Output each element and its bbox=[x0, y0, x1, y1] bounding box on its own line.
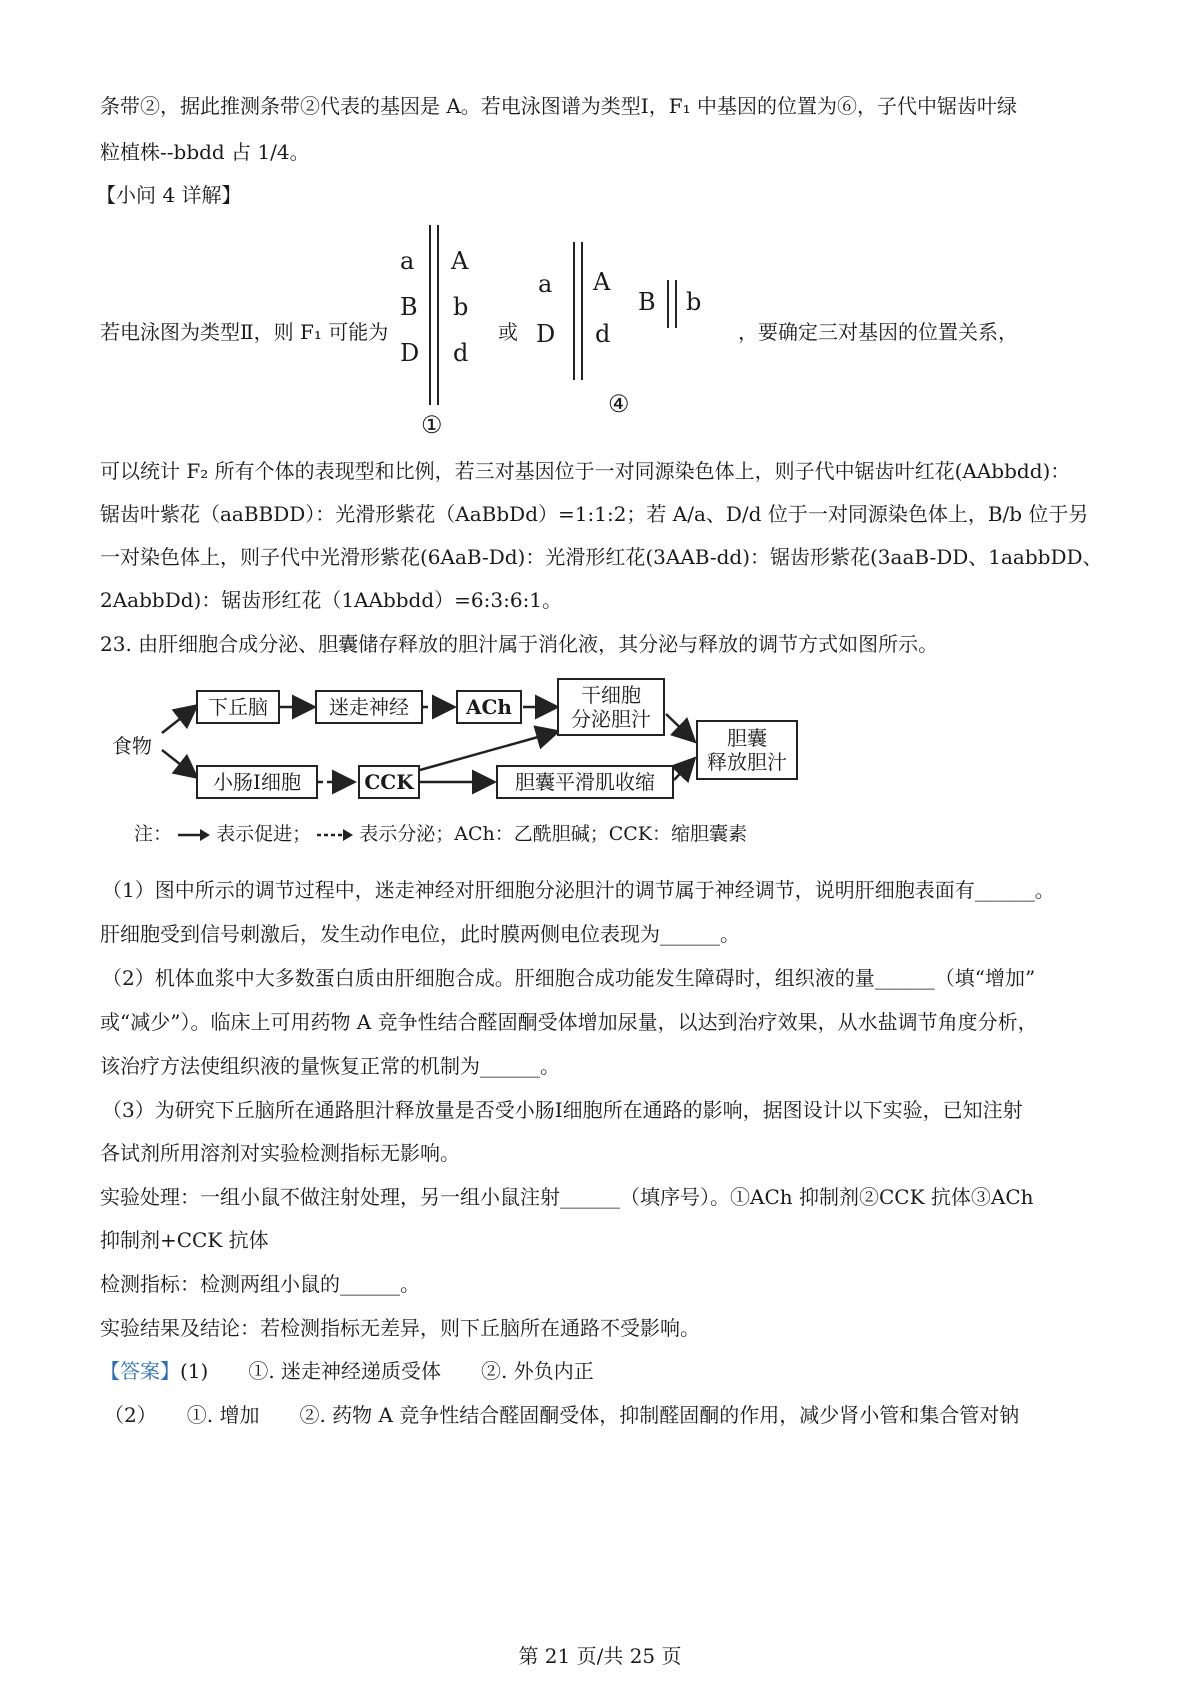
food-label: 食物 bbox=[112, 734, 152, 758]
cck-box: CCK bbox=[358, 765, 420, 799]
dashed-arrow-icon bbox=[317, 828, 353, 842]
question-stem: 23. 由肝细胞合成分泌、胆囊储存释放的胆汁属于消化液，其分泌与释放的调节方式如图所示。 bbox=[100, 632, 939, 656]
solid-arrow-icon bbox=[178, 828, 210, 842]
question-3-cont: 检测指标：检测两组小鼠的______。 bbox=[100, 1272, 420, 1296]
gene-label: B bbox=[400, 293, 418, 321]
vagus-nerve-box: 迷走神经 bbox=[315, 690, 423, 724]
question-3-cont: 实验处理：一组小鼠不做注射处理，另一组小鼠注射______（填序号）。①ACh 抑制剂②CCK 抗体③ACh bbox=[100, 1185, 1034, 1209]
gene-label: b bbox=[453, 293, 469, 321]
question-3-cont: 抑制剂+CCK 抗体 bbox=[100, 1228, 269, 1252]
gene-label: d bbox=[595, 320, 611, 348]
gene-label: b bbox=[686, 288, 702, 316]
section-heading: 【小问 4 详解】 bbox=[96, 183, 242, 207]
text-line: 可以统计 F₂ 所有个体的表现型和比例，若三对基因位于一对同源染色体上，则子代中锯齿叶红花(AAbbdd)： bbox=[100, 459, 1071, 483]
text-line: 或 bbox=[498, 320, 518, 344]
answer-line-2: （2） ①. 增加 ②. 药物 A 竞争性结合醛固酮受体，抑制醛固酮的作用，减少肾小管和集合管对钠 bbox=[104, 1403, 1020, 1427]
gene-label: B bbox=[638, 288, 656, 316]
text-line: 若电泳图为类型Ⅱ，则 F₁ 可能为 bbox=[100, 320, 389, 344]
page-footer: 第 21 页/共 25 页 bbox=[518, 1644, 682, 1668]
question-3-cont: 各试剂所用溶剂对实验检测指标无影响。 bbox=[100, 1141, 460, 1165]
smooth-muscle-box: 胆囊平滑肌收缩 bbox=[496, 765, 674, 799]
gene-label: A bbox=[593, 268, 611, 296]
ach-box: ACh bbox=[456, 690, 522, 724]
question-1-cont: 肝细胞受到信号刺激后，发生动作电位，此时膜两侧电位表现为______。 bbox=[100, 922, 740, 946]
chromosome-figure-4 bbox=[530, 242, 730, 432]
text-line: 粒植株--bbdd 占 1/4。 bbox=[100, 140, 310, 164]
liver-cell-box: 干细胞 分泌胆汁 bbox=[557, 678, 665, 736]
hypothalamus-box: 下丘脑 bbox=[196, 690, 280, 724]
question-2-cont: 该治疗方法使组织液的量恢复正常的机制为______。 bbox=[100, 1054, 560, 1078]
gene-label: a bbox=[400, 247, 415, 275]
gene-label: D bbox=[400, 339, 420, 367]
question-2-cont: 或“减少”）。临床上可用药物 A 竞争性结合醛固酮受体增加尿量，以达到治疗效果，从水盐调节角度分析， bbox=[100, 1010, 1038, 1034]
text-line: 锯齿叶紫花（aaBBDD）：光滑形紫花（AaBbDd）=1:1:2；若 A/a、D/d 位于一对同源染色体上，B/b 位于另 bbox=[100, 502, 1089, 526]
answer-tag: 【答案】 bbox=[100, 1359, 180, 1383]
figure-label: ① bbox=[421, 411, 443, 439]
intestine-cell-box: 小肠Ⅰ细胞 bbox=[196, 765, 318, 799]
text-line: 2AabbDd)：锯齿形红花（1AAbbdd）=6:3:6:1。 bbox=[100, 588, 563, 612]
text-line: 一对染色体上，则子代中光滑形紫花(6AaB-Dd)：光滑形红花(3AAB-dd)：锯齿形紫花(3aaB-DD、1aabbDD、 bbox=[100, 545, 1103, 569]
figure-label: ④ bbox=[608, 390, 630, 418]
question-2: （2）机体血浆中大多数蛋白质由肝细胞合成。肝细胞合成功能发生障碍时，组织液的量______（填“增加” bbox=[102, 966, 1036, 990]
text-line: ，要确定三对基因的位置关系， bbox=[738, 320, 1018, 344]
question-3: （3）为研究下丘脑所在通路胆汁释放量是否受小肠Ⅰ细胞所在通路的影响，据图设计以下实验，已知注射 bbox=[102, 1098, 1023, 1122]
question-3-cont: 实验结果及结论：若检测指标无差异，则下丘脑所在通路不受影响。 bbox=[100, 1316, 700, 1340]
diagram-note: 注： 表示促进； 表示分泌；ACh：乙酰胆碱；CCK：缩胆囊素 bbox=[134, 823, 747, 845]
gene-label: d bbox=[453, 339, 469, 367]
gallbladder-box: 胆囊 释放胆汁 bbox=[696, 720, 798, 780]
gene-label: a bbox=[538, 270, 553, 298]
text-line: 条带②，据此推测条带②代表的基因是 A。若电泳图谱为类型Ⅰ，F₁ 中基因的位置为⑥，子代中锯齿叶绿 bbox=[100, 94, 1017, 118]
chromosome-figure-1 bbox=[395, 225, 485, 445]
question-1: （1）图中所示的调节过程中，迷走神经对肝细胞分泌胆汁的调节属于神经调节，说明肝细胞表面有______。 bbox=[102, 878, 1055, 902]
answer-line-1: 【答案】(1) ①. 迷走神经递质受体 ②. 外负内正 bbox=[100, 1359, 594, 1383]
gene-label: D bbox=[536, 320, 556, 348]
gene-label: A bbox=[451, 247, 469, 275]
